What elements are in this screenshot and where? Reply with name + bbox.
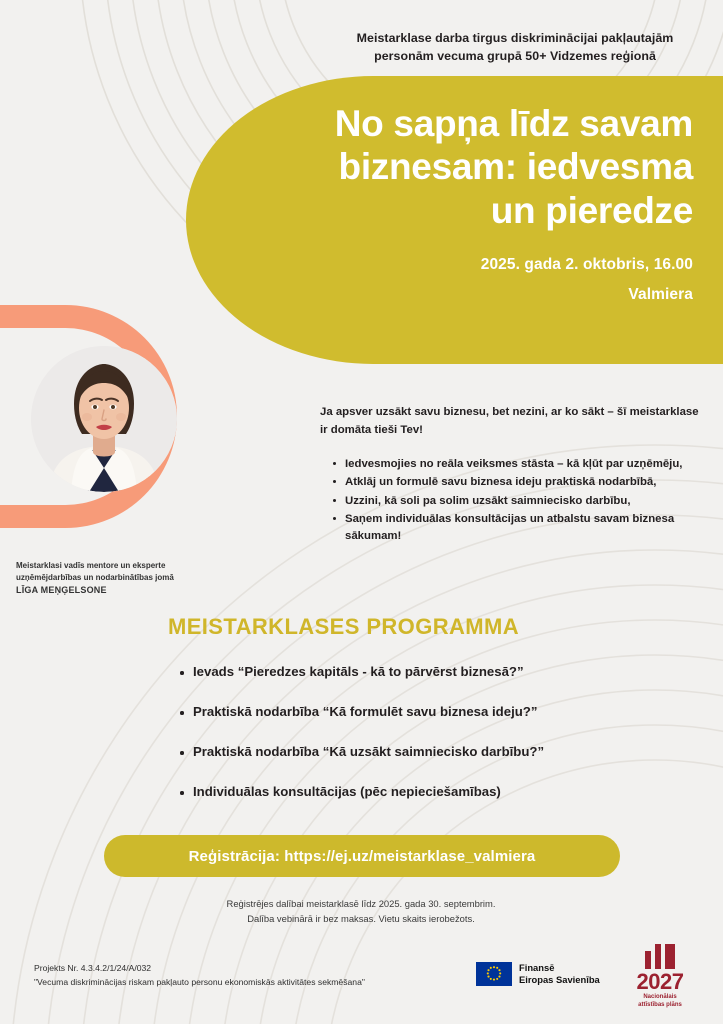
intro-benefits-list: [332, 456, 700, 547]
project-number: Projekts Nr. 4.3.4.2/1/24/A/032: [34, 963, 152, 973]
np-bars-icon: [616, 944, 704, 969]
hero-content: [293, 102, 693, 304]
intro-lead-text: Ja apsver uzsākt savu biznesu, bet nezini, ar ko sākt – šī meistarklase ir domāta tieši Tev!: [320, 406, 699, 436]
hero-banner: [186, 76, 723, 364]
eu-funding-label: [519, 962, 600, 986]
eu-flag-icon: [476, 962, 512, 986]
list-item: Praktiskā nodarbība “Kā formulēt savu biznesa ideju?”: [178, 704, 658, 719]
list-item: Individuālas konsultācijas (pēc nepieciešamības): [178, 784, 658, 799]
registration-notes: [161, 896, 561, 926]
mentor-caption-line-2: uzņēmējdarbības un nodarbinātības jomā: [16, 573, 174, 582]
mentor-caption-line-1: Meistarklasi vadīs mentore un eksperte: [16, 561, 166, 570]
list-item: Praktiskā nodarbība “Kā uzsākt saimniecisko darbību?”: [178, 744, 658, 759]
list-item: Ievads “Pieredzes kapitāls - kā to pārvērst biznesā?”: [178, 664, 658, 679]
np-subtitle: [616, 994, 704, 1010]
eu-funding-logo: [476, 962, 600, 986]
np-subtitle-line-2: attīstības plāns: [638, 1001, 682, 1008]
programme-list: [178, 664, 658, 824]
funding-logos: [476, 944, 706, 1008]
np-year: 2027: [636, 969, 684, 994]
eu-funding-label-line-1: Finansē: [519, 962, 555, 973]
event-datetime: 2025. gada 2. oktobris, 16.00: [480, 255, 693, 273]
eu-funding-label-line-2: Eiropas Savienība: [519, 974, 600, 986]
programme-heading: MEISTARKLASES PROGRAMMA: [168, 614, 520, 639]
list-item: Uzzini, kā soli pa solim uzsākt saimniecisko darbību,: [332, 493, 700, 510]
project-info: [34, 962, 464, 990]
registration-link-button[interactable]: Reģistrācija: https://ej.uz/meistarklase_valmiera: [104, 835, 620, 877]
mentor-name: LĪGA MEŅĢELSONE: [16, 585, 107, 595]
mentor-avatar: [31, 346, 177, 492]
np-subtitle-line-1: Nacionālais: [643, 994, 677, 1001]
page-title: No sapņa līdz savam biznesam: iedvesma un pieredze: [334, 103, 693, 231]
national-development-plan-logo: [616, 944, 704, 1010]
list-item: Iedvesmojies no reāla veiksmes stāsta – kā kļūt par uzņēmēju,: [332, 456, 700, 473]
list-item: Saņem individuālas konsultācijas un atbalstu savam biznesa sākumam!: [332, 511, 700, 546]
mentor-portrait-illustration: [31, 346, 177, 492]
project-title: "Vecuma diskriminācijas riskam pakļauto personu ekonomiskās aktivitātes sekmēšana": [34, 976, 365, 987]
event-location: Valmiera: [628, 285, 693, 303]
mentor-caption: [16, 560, 246, 598]
registration-deadline-note: Reģistrējes dalībai meistarklasē līdz 2025. gada 30. septembrim.: [226, 898, 496, 909]
list-item: Atklāj un formulē savu biznesa ideju praktiskā nodarbībā,: [332, 474, 700, 491]
registration-free-note: Dalība vebinārā ir bez maksas. Vietu skaits ierobežots.: [247, 913, 475, 925]
page-kicker-heading: Meistarklase darba tirgus diskriminācijai pakļautajām personām vecuma grupā 50+ Vidzemes reģionā: [356, 31, 674, 63]
